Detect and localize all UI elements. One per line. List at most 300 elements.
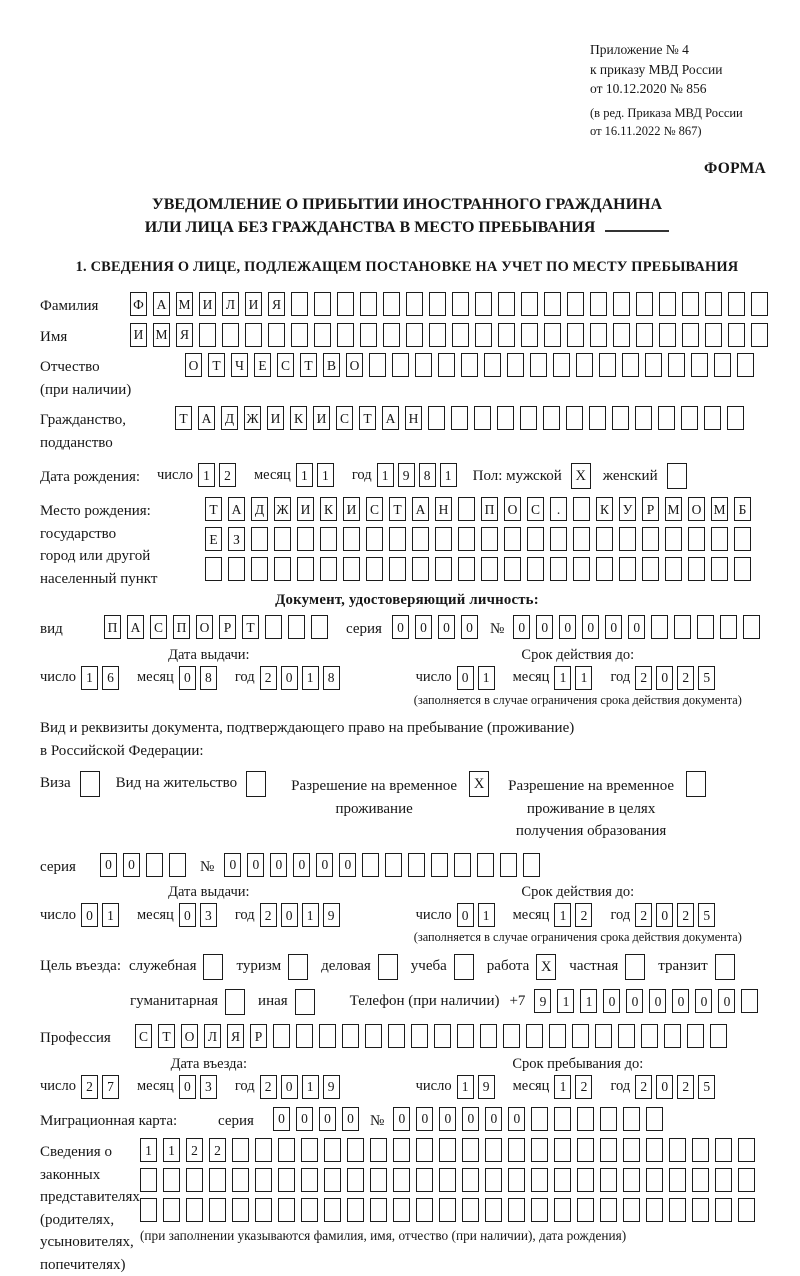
identity-expiry-note: (заполняется в случае ограничения срока действия документа) (413, 692, 742, 707)
form-cell (596, 527, 613, 551)
form-cell (613, 292, 630, 316)
form-cell: 0 (439, 1107, 456, 1131)
form-cell: 0 (270, 853, 287, 877)
date-day-cell: 1 (457, 1075, 474, 1099)
form-cell (360, 292, 377, 316)
form-cell (360, 323, 377, 347)
date-month-cell: 1 (554, 903, 571, 927)
form-cell (600, 1138, 617, 1162)
form-cell: Я (176, 323, 193, 347)
date-month-cell: 3 (200, 903, 217, 927)
form-cell: Т (175, 406, 192, 430)
form-cell (186, 1198, 203, 1222)
form-cell: О (181, 1024, 198, 1048)
date-year-cell: 0 (656, 666, 673, 690)
form-cell: И (313, 406, 330, 430)
date-month-cell: 8 (200, 666, 217, 690)
date-day-cell: 7 (102, 1075, 119, 1099)
form-cell: 0 (462, 1107, 479, 1131)
date-year-cell: 8 (419, 463, 436, 487)
sex-female-checkbox (667, 463, 687, 489)
form-cell (715, 1168, 732, 1192)
form-cell: 0 (485, 1107, 502, 1131)
form-cell (498, 323, 515, 347)
form-cell: И (343, 497, 360, 521)
form-cell: С (527, 497, 544, 521)
form-cell (385, 853, 402, 877)
form-cell (554, 1107, 571, 1131)
date-day-cell: 0 (457, 903, 474, 927)
form-cell (435, 557, 452, 581)
identity-doc-number-cells (513, 615, 766, 639)
date-month-label: месяц (512, 669, 550, 686)
form-cell: А (127, 615, 144, 639)
form-cell (544, 292, 561, 316)
date-month-cell: 1 (575, 666, 592, 690)
identity-issue-date (40, 666, 344, 690)
form-cell: А (228, 497, 245, 521)
form-cell (692, 1198, 709, 1222)
phone-label: Телефон (при наличии) (349, 993, 500, 1010)
form-cell: П (173, 615, 190, 639)
form-cell (554, 1168, 571, 1192)
form-cell (751, 323, 768, 347)
form-cell (186, 1168, 203, 1192)
form-cell (278, 1198, 295, 1222)
residence-series-label: серия (40, 858, 76, 875)
date-month-label: месяц (512, 906, 550, 923)
form-cell (314, 323, 331, 347)
option-temp-residence-education: Разрешение на временное проживание в целях получения образования (505, 771, 706, 843)
form-cell: В (323, 353, 340, 377)
form-cell: О (185, 353, 202, 377)
form-cell: 0 (393, 1107, 410, 1131)
birth-place-cells (205, 497, 757, 587)
date-month-cell: 1 (554, 1075, 571, 1099)
form-cell (291, 292, 308, 316)
form-cell (613, 323, 630, 347)
form-cell (485, 1198, 502, 1222)
form-cell (301, 1168, 318, 1192)
birth-date-label: Дата рождения: (40, 469, 141, 486)
form-cell (531, 1138, 548, 1162)
form-cell (728, 292, 745, 316)
residence-issue-title: Дата выдачи: (168, 884, 250, 901)
form-cell (347, 1198, 364, 1222)
birth-place-line1 (205, 497, 757, 521)
form-cell (297, 527, 314, 551)
form-cell (715, 1138, 732, 1162)
birth-place-label: Место рождения: государство город или другой населенный пункт (40, 503, 158, 587)
form-cell: С (277, 353, 294, 377)
purpose-option-checkbox (203, 954, 223, 980)
form-cell: 0 (339, 853, 356, 877)
form-title (40, 193, 774, 239)
form-cell (527, 527, 544, 551)
form-cell (301, 1138, 318, 1162)
date-year-cell: 5 (698, 1075, 715, 1099)
form-cell (370, 1168, 387, 1192)
form-cell (416, 1198, 433, 1222)
visit-purpose-label: Цель въезда: (40, 958, 121, 975)
form-cell: С (366, 497, 383, 521)
form-cell (738, 1168, 755, 1192)
form-cell: П (481, 497, 498, 521)
form-cell: 0 (415, 615, 432, 639)
date-year-cell: 1 (302, 666, 319, 690)
patronymic-cells (185, 353, 760, 377)
date-year-cell: 9 (323, 1075, 340, 1099)
form-cell (462, 1138, 479, 1162)
form-cell (567, 292, 584, 316)
form-cell (590, 323, 607, 347)
form-cell: 0 (273, 1107, 290, 1131)
form-cell: 0 (718, 989, 735, 1013)
form-cell (682, 292, 699, 316)
form-cell (324, 1198, 341, 1222)
form-cell (388, 1024, 405, 1048)
form-cell (659, 292, 676, 316)
form-cell (595, 1024, 612, 1048)
form-cell (577, 1198, 594, 1222)
form-cell (531, 1168, 548, 1192)
residence-series-cells (100, 853, 192, 877)
form-cell (369, 353, 386, 377)
form-cell (415, 353, 432, 377)
form-cell: И (267, 406, 284, 430)
form-cell (697, 615, 714, 639)
birth-place-line2 (205, 527, 757, 551)
form-cell (500, 853, 517, 877)
section1-heading: 1. СВЕДЕНИЯ О ЛИЦЕ, ПОДЛЕЖАЩЕМ ПОСТАНОВКЕ НА УЧЕТ ПО МЕСТУ ПРЕБЫВАНИЯ (75, 259, 739, 276)
form-cell: И (297, 497, 314, 521)
form-cell: Т (158, 1024, 175, 1048)
form-cell: Е (254, 353, 271, 377)
form-cell (365, 1024, 382, 1048)
date-year-cell: 2 (635, 903, 652, 927)
form-cell (370, 1198, 387, 1222)
form-cell: 0 (316, 853, 333, 877)
form-cell: 1 (580, 989, 597, 1013)
form-cell (431, 853, 448, 877)
sex-male-label: Пол: мужской (472, 467, 562, 484)
form-cell (255, 1198, 272, 1222)
residence-doc-intro: Вид и реквизиты документа, подтверждающего право на пребывание (проживание) в Российской Федерации: (40, 719, 575, 760)
form-cell: 0 (582, 615, 599, 639)
form-cell (688, 557, 705, 581)
form-cell: О (346, 353, 363, 377)
form-cell: 0 (508, 1107, 525, 1131)
purpose-option-label: гуманитарная (130, 993, 219, 1010)
form-cell: М (176, 292, 193, 316)
entry-date (40, 1075, 344, 1099)
form-cell (566, 406, 583, 430)
form-cell (636, 292, 653, 316)
annex-block (590, 40, 774, 140)
form-cell: И (199, 292, 216, 316)
form-cell (623, 1107, 640, 1131)
purpose-option-checkbox (715, 954, 735, 980)
form-cell (337, 292, 354, 316)
form-cell (392, 353, 409, 377)
citizenship-row (40, 406, 774, 454)
form-cell: С (135, 1024, 152, 1048)
date-day-label: число (415, 1078, 452, 1095)
date-month-cell: 0 (179, 903, 196, 927)
form-cell: К (596, 497, 613, 521)
form-cell (577, 1107, 594, 1131)
form-cell: . (550, 497, 567, 521)
form-cell: 0 (123, 853, 140, 877)
amendment-line: от 16.11.2022 № 867) (590, 123, 702, 138)
annex-line: Приложение № 4 (590, 42, 689, 57)
form-cell: А (382, 406, 399, 430)
form-cell (498, 292, 515, 316)
form-cell (508, 1168, 525, 1192)
form-cell (549, 1024, 566, 1048)
form-cell (704, 406, 721, 430)
form-cell (429, 292, 446, 316)
form-cell (451, 406, 468, 430)
date-year-cell: 2 (677, 903, 694, 927)
identity-doc-type-label: вид (40, 621, 63, 638)
form-cell (590, 292, 607, 316)
date-year-cell: 1 (377, 463, 394, 487)
purpose-option-label: иная (258, 993, 288, 1010)
birth-place-row (40, 497, 774, 590)
form-cell: А (153, 292, 170, 316)
form-cell (577, 1168, 594, 1192)
form-cell: Ч (231, 353, 248, 377)
form-cell (520, 406, 537, 430)
date-year-cell: 2 (260, 666, 277, 690)
date-month-cell: 0 (179, 666, 196, 690)
form-cell (411, 1024, 428, 1048)
date-day-label: число (40, 906, 76, 923)
representatives-line2 (140, 1168, 761, 1192)
date-year-cell: 1 (302, 903, 319, 927)
form-cell (458, 527, 475, 551)
purpose-option-label: деловая (321, 958, 371, 975)
form-cell (727, 406, 744, 430)
date-year-cell: 5 (698, 666, 715, 690)
form-cell: 0 (649, 989, 666, 1013)
identity-doc-series-label: серия (346, 621, 382, 638)
form-cell (393, 1138, 410, 1162)
form-cell: 0 (605, 615, 622, 639)
form-cell (343, 527, 360, 551)
surname-cells (130, 292, 774, 316)
form-cell (600, 1198, 617, 1222)
sex-group (473, 463, 699, 489)
date-year-cell: 2 (635, 666, 652, 690)
form-cell (439, 1198, 456, 1222)
residence-issue-date (40, 903, 344, 927)
form-cell (527, 557, 544, 581)
form-cell: 9 (534, 989, 551, 1013)
date-day-cell: 0 (81, 903, 98, 927)
form-cell (163, 1168, 180, 1192)
residence-expiry-note: (заполняется в случае ограничения срока действия документа) (413, 930, 742, 945)
date-month-label: месяц (136, 1078, 174, 1095)
birth-date-row (40, 463, 774, 489)
identity-doc-number-label: № (489, 621, 505, 638)
form-label: ФОРМА (703, 159, 766, 177)
form-cell (623, 1198, 640, 1222)
form-cell (199, 323, 216, 347)
form-cell (480, 1024, 497, 1048)
residence-expiry-title: Срок действия до: (521, 884, 635, 901)
form-cell (475, 292, 492, 316)
date-day-cell: 9 (478, 1075, 495, 1099)
form-cell (278, 1138, 295, 1162)
date-month-cell: 3 (200, 1075, 217, 1099)
form-cell (554, 1138, 571, 1162)
visit-purpose-options2 (130, 989, 328, 1015)
migration-card-label: Миграционная карта: (40, 1112, 178, 1129)
form-cell (393, 1198, 410, 1222)
purpose-option-checkbox (288, 954, 308, 980)
form-cell (406, 292, 423, 316)
form-cell (265, 615, 282, 639)
form-cell (600, 1168, 617, 1192)
form-cell: Т (300, 353, 317, 377)
date-year-cell: 2 (260, 1075, 277, 1099)
stay-until-date (416, 1075, 720, 1099)
form-cell: Е (205, 527, 222, 551)
purpose-option-label: служебная (128, 958, 197, 975)
form-cell: Ж (274, 497, 291, 521)
purpose-option-checkbox (625, 954, 645, 980)
form-cell (484, 353, 501, 377)
form-cell: О (196, 615, 213, 639)
form-cell: 0 (536, 615, 553, 639)
form-cell (458, 557, 475, 581)
form-cell (554, 1198, 571, 1222)
form-cell (273, 1024, 290, 1048)
date-month-cell: 0 (179, 1075, 196, 1099)
date-year-cell: 1 (302, 1075, 319, 1099)
form-cell (274, 527, 291, 551)
purpose-option-checkbox (454, 954, 474, 980)
form-cell: 1 (140, 1138, 157, 1162)
form-cell: 0 (559, 615, 576, 639)
form-cell (619, 527, 636, 551)
form-cell: С (336, 406, 353, 430)
form-cell (452, 323, 469, 347)
form-cell: С (150, 615, 167, 639)
form-cell (642, 557, 659, 581)
form-cell: М (665, 497, 682, 521)
residence-permit-options (40, 771, 774, 843)
date-year-cell: 0 (656, 903, 673, 927)
representatives-note: (при заполнении указываются фамилия, имя, отчество (при наличии), дата рождения) (140, 1228, 627, 1244)
form-cell (474, 406, 491, 430)
form-cell (715, 1198, 732, 1222)
date-year-label: год (610, 1078, 631, 1095)
form-cell: 0 (695, 989, 712, 1013)
form-cell (291, 323, 308, 347)
annex-line: к приказу МВД России (590, 61, 723, 77)
birth-date-group (157, 463, 461, 487)
identity-doc-type-cells (104, 615, 334, 639)
form-cell (623, 1138, 640, 1162)
form-cell: Ж (244, 406, 261, 430)
form-cell: Т (242, 615, 259, 639)
date-day-label: число (415, 906, 452, 923)
form-cell: О (688, 497, 705, 521)
form-cell (274, 557, 291, 581)
form-cell (692, 1168, 709, 1192)
amendment-line: (в ред. Приказа МВД России (590, 105, 743, 120)
representatives-line1 (140, 1138, 761, 1162)
date-year-cell: 2 (677, 666, 694, 690)
form-cell: Р (250, 1024, 267, 1048)
form-cell: Т (205, 497, 222, 521)
form-cell (507, 353, 524, 377)
form-cell (439, 1138, 456, 1162)
form-cell (651, 615, 668, 639)
purpose-option-checkbox (295, 989, 315, 1015)
form-cell (475, 323, 492, 347)
sex-male-checkbox: X (571, 463, 591, 489)
form-cell (452, 292, 469, 316)
migration-card-row (40, 1107, 774, 1133)
form-cell (508, 1198, 525, 1222)
stay-until-title: Срок пребывания до: (512, 1055, 644, 1072)
temp-residence-education-checkbox (686, 771, 706, 797)
form-cell (521, 292, 538, 316)
form-cell (743, 615, 760, 639)
representatives-cells (140, 1138, 761, 1245)
form-cell (734, 527, 751, 551)
form-cell (504, 527, 521, 551)
form-cell (457, 1024, 474, 1048)
form-cell (297, 557, 314, 581)
residence-doc-serial-row (40, 853, 774, 879)
form-cell (435, 527, 452, 551)
form-cell (645, 353, 662, 377)
form-cell (646, 1107, 663, 1131)
birth-place-line3 (205, 557, 757, 581)
purpose-option-checkbox (225, 989, 245, 1015)
form-cell (461, 353, 478, 377)
form-cell (477, 853, 494, 877)
form-cell (567, 323, 584, 347)
visit-purpose-row1 (40, 954, 774, 980)
date-year-cell: 5 (698, 903, 715, 927)
form-cell: Р (642, 497, 659, 521)
date-month-label: месяц (136, 669, 174, 686)
patronymic-label: Отчество (при наличии) (40, 359, 132, 398)
date-day-cell: 0 (457, 666, 474, 690)
form-cell (623, 1168, 640, 1192)
form-cell (140, 1198, 157, 1222)
date-month-cell: 1 (296, 463, 313, 487)
residence-doc-dates (40, 884, 774, 945)
date-year-cell: 0 (656, 1075, 673, 1099)
option-residence-permit: Вид на жительство (116, 771, 266, 797)
form-cell: 2 (186, 1138, 203, 1162)
form-cell (232, 1198, 249, 1222)
form-cell: Я (227, 1024, 244, 1048)
date-year-label: год (610, 906, 631, 923)
form-cell (324, 1168, 341, 1192)
form-cell (636, 323, 653, 347)
purpose-option-label: частная (569, 958, 619, 975)
form-cell: Д (221, 406, 238, 430)
form-cell: О (504, 497, 521, 521)
